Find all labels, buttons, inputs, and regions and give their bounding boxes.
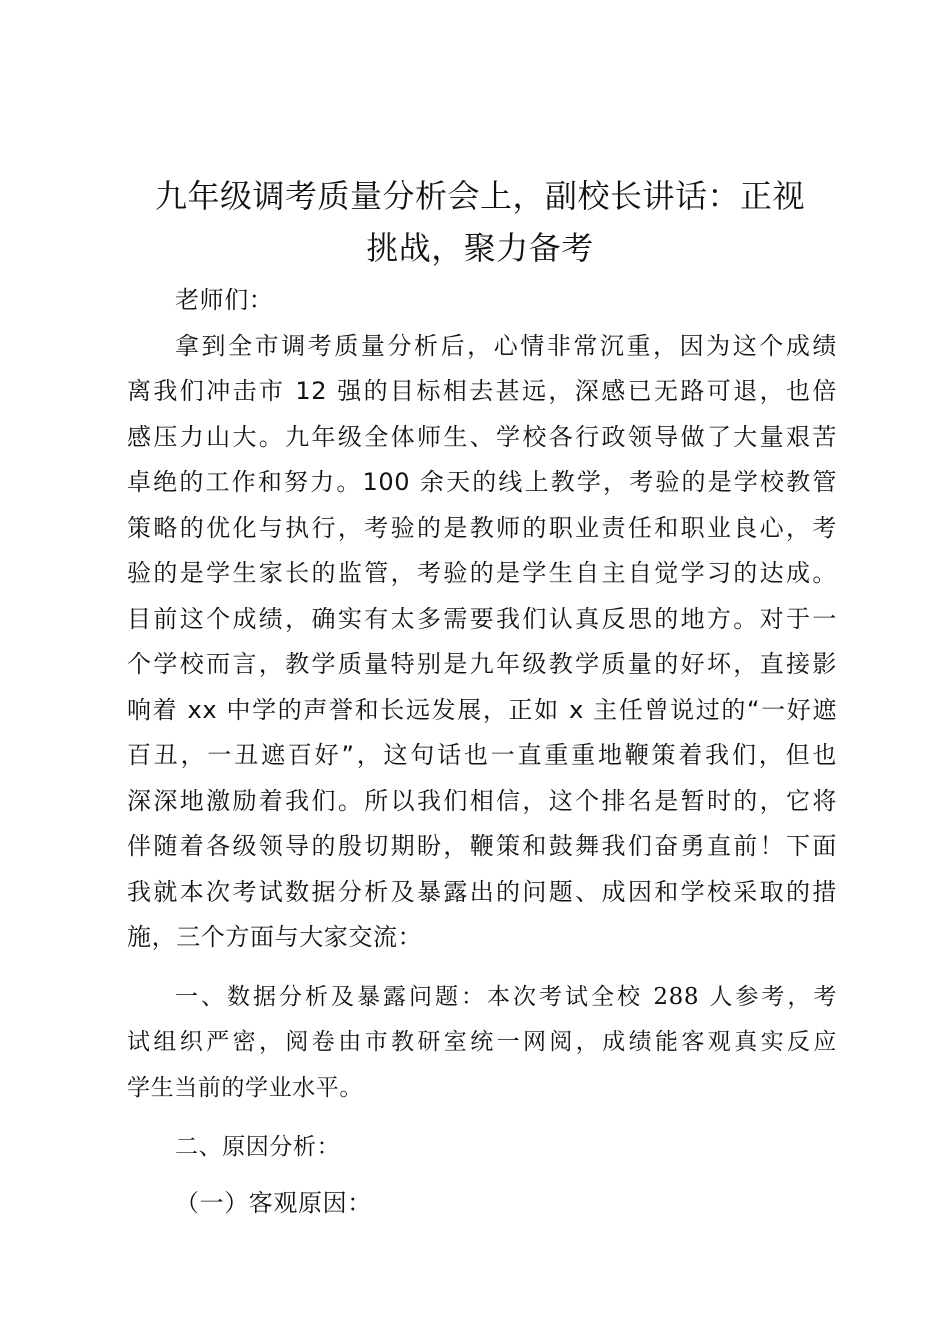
subsection-heading-objective-causes: （一）客观原因： bbox=[175, 1188, 372, 1217]
section-line: 试组织严密，阅卷由市教研室统一网阅，成绩能客观真实反应 bbox=[127, 1029, 837, 1055]
section-line: 学生当前的学业水平。 bbox=[127, 1074, 363, 1101]
section-line: 一、数据分析及暴露问题：本次考试全校 288 人参考，考 bbox=[175, 983, 837, 1010]
paragraph-line: 目前这个成绩，确实有太多需要我们认真反思的地方。对于一 bbox=[127, 604, 837, 633]
salutation: 老师们： bbox=[175, 286, 274, 314]
paragraph-line: 拿到全市调考质量分析后，心情非常沉重，因为这个成绩 bbox=[175, 331, 837, 360]
paragraph-line: 响着 xx 中学的声誉和长远发展，正如 x 主任曾说过的“一好遮 bbox=[127, 695, 837, 724]
section-heading-cause-analysis: 二、原因分析： bbox=[175, 1134, 341, 1160]
paragraph-line: 卓绝的工作和努力。100 余天的线上教学，考验的是学校教管 bbox=[127, 468, 837, 496]
paragraph-line: 施，三个方面与大家交流： bbox=[127, 923, 423, 951]
section-data-analysis bbox=[127, 975, 837, 1112]
paragraph-line: 离我们冲击市 12 强的目标相去甚远，深感已无路可退，也倍 bbox=[127, 377, 837, 405]
paragraph-line: 个学校而言，教学质量特别是九年级教学质量的好坏，直接影 bbox=[127, 650, 837, 678]
paragraph-line: 百丑，一丑遮百好”，这句话也一直重重地鞭策着我们，但也 bbox=[127, 741, 837, 769]
paragraph-line: 感压力山大。九年级全体师生、学校各行政领导做了大量艰苦 bbox=[127, 422, 837, 451]
paragraph-line: 策略的优化与执行，考验的是教师的职业责任和职业良心，考 bbox=[127, 513, 837, 542]
title-line: 九年级调考质量分析会上，副校长讲话：正视 bbox=[154, 177, 805, 215]
paragraph-line: 伴随着各级领导的殷切期盼，鞭策和鼓舞我们奋勇直前！下面 bbox=[127, 832, 837, 860]
paragraph-line: 我就本次考试数据分析及暴露出的问题、成因和学校采取的措 bbox=[127, 877, 837, 906]
document-title bbox=[110, 170, 850, 274]
paragraph-line: 验的是学生家长的监管，考验的是学生自主自觉学习的达成。 bbox=[127, 559, 837, 587]
paragraph bbox=[127, 324, 837, 961]
document-body bbox=[127, 278, 837, 1226]
title-line: 挑战，聚力备考 bbox=[366, 229, 594, 267]
paragraph-line: 深深地激励着我们。所以我们相信，这个排名是暂时的，它将 bbox=[127, 786, 837, 815]
